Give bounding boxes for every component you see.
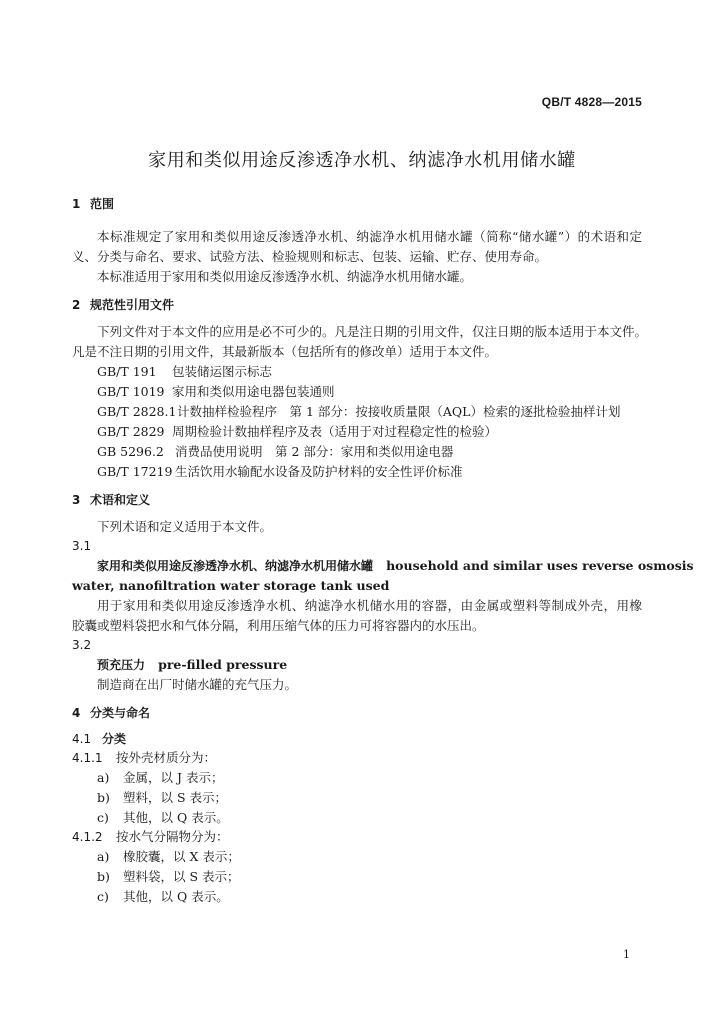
reference-item	[97, 404, 620, 420]
reference-code: GB/T 2829	[97, 424, 165, 439]
term-number: 3.2	[72, 638, 92, 652]
list-text: 其他，以 Q 表示。	[123, 810, 229, 825]
term-en: pre-filled pressure	[158, 657, 288, 672]
reference-item	[97, 424, 497, 440]
term-en-continued: water, nanofiltration water storage tank used	[72, 578, 390, 593]
reference-code: GB/T 191	[97, 364, 157, 379]
list-text: 金属，以 J 表示；	[123, 770, 224, 785]
reference-code: GB/T 2828.1	[97, 404, 177, 419]
reference-title: 计数抽样检验程序 第 1 部分：按接收质量限（AQL）检索的逐批检验抽样计划	[177, 404, 621, 419]
section-title: 范围	[90, 197, 115, 211]
reference-title: 包装储运图示标志	[172, 364, 273, 379]
term-definition: 用于家用和类似用途反渗透净水机、纳滤净水机储水用的容器，由金属或塑料等制成外壳，用橡	[97, 598, 642, 613]
term-zh: 预充压力	[97, 658, 146, 672]
clause-number: 4.1.1	[72, 751, 103, 765]
term-en: household and similar uses reverse osmosis	[386, 558, 694, 573]
subsection-4-1-heading	[72, 731, 126, 747]
clause-4-1-2	[72, 829, 229, 845]
list-text: 塑料袋，以 S 表示；	[123, 869, 240, 884]
document-title: 家用和类似用途反渗透净水机、纳滤净水机用储水罐	[148, 150, 576, 171]
reference-item	[97, 464, 463, 480]
list-marker: b)	[97, 869, 110, 884]
paragraph: 义、分类与命名、要求、试验方法、检验规则和标志、包装、运输、贮存、使用寿命。	[72, 249, 548, 264]
list-marker: c)	[97, 889, 109, 904]
paragraph: 本标准规定了家用和类似用途反渗透净水机、纳滤净水机用储水罐（简称“储水罐”）的术语和定	[97, 229, 642, 244]
reference-title: 生活饮用水输配水设备及防护材料的安全性评价标准	[175, 464, 463, 479]
reference-item	[97, 364, 272, 380]
section-title: 术语和定义	[90, 493, 151, 507]
paragraph: 凡是不注日期的引用文件，其最新版本（包括所有的修改单）适用于本文件。	[72, 344, 498, 359]
list-item	[97, 869, 240, 885]
list-item	[97, 849, 240, 865]
list-marker: a)	[97, 849, 110, 864]
reference-code: GB/T 17219	[97, 464, 173, 479]
section-title: 规范性引用文件	[90, 298, 175, 312]
clause-number: 4.1.2	[72, 830, 103, 844]
term-heading	[97, 558, 694, 574]
term-heading	[97, 657, 287, 673]
list-item	[97, 810, 229, 826]
paragraph: 下列文件对于本文件的应用是必不可少的。凡是注日期的引用文件，仅注日期的版本适用于本文件。	[97, 324, 648, 339]
section-number: 2	[72, 298, 81, 312]
reference-item	[97, 384, 335, 400]
term-definition: 胶囊或塑料袋把水和气体分隔，利用压缩气体的压力可将容器内的水压出。	[72, 618, 485, 633]
reference-item	[97, 444, 453, 460]
list-marker: a)	[97, 770, 110, 785]
list-text: 橡胶囊，以 X 表示；	[123, 849, 240, 864]
reference-title: 周期检验计数抽样程序及表（适用于对过程稳定性的检验）	[172, 424, 498, 439]
reference-code: GB 5296.2	[97, 444, 164, 459]
term-definition: 制造商在出厂时储水罐的充气压力。	[97, 677, 298, 692]
section-title: 分类与命名	[90, 706, 151, 720]
section-2-heading	[72, 297, 174, 313]
list-item	[97, 770, 223, 786]
section-1-heading	[72, 196, 114, 212]
section-number: 1	[72, 197, 81, 211]
section-number: 4	[72, 706, 81, 720]
clause-text: 按水气分隔物分为：	[116, 829, 229, 844]
term-zh: 家用和类似用途反渗透净水机、纳滤净水机用储水罐	[97, 559, 374, 573]
paragraph: 下列术语和定义适用于本文件。	[97, 519, 273, 534]
section-number: 3	[72, 493, 81, 507]
term-number: 3.1	[72, 539, 92, 553]
list-text: 塑料，以 S 表示；	[123, 790, 228, 805]
list-text: 其他，以 Q 表示。	[123, 889, 229, 904]
paragraph: 本标准适用于家用和类似用途反渗透净水机、纳滤净水机用储水罐。	[97, 269, 473, 284]
section-3-heading	[72, 492, 150, 508]
list-item	[97, 790, 227, 806]
reference-title: 家用和类似用途电器包装通则	[172, 384, 335, 399]
reference-code: GB/T 1019	[97, 384, 165, 399]
list-item	[97, 889, 229, 905]
subsection-title: 分类	[102, 732, 127, 746]
clause-4-1-1	[72, 750, 216, 766]
list-marker: c)	[97, 810, 109, 825]
reference-title: 消费品使用说明 第 2 部分：家用和类似用途电器	[175, 444, 454, 459]
subsection-number: 4.1	[72, 732, 92, 746]
clause-text: 按外壳材质分为：	[116, 750, 217, 765]
list-marker: b)	[97, 790, 110, 805]
page-number: 1	[623, 948, 630, 961]
standard-code: QB/T 4828—2015	[541, 95, 642, 109]
section-4-heading	[72, 705, 150, 721]
